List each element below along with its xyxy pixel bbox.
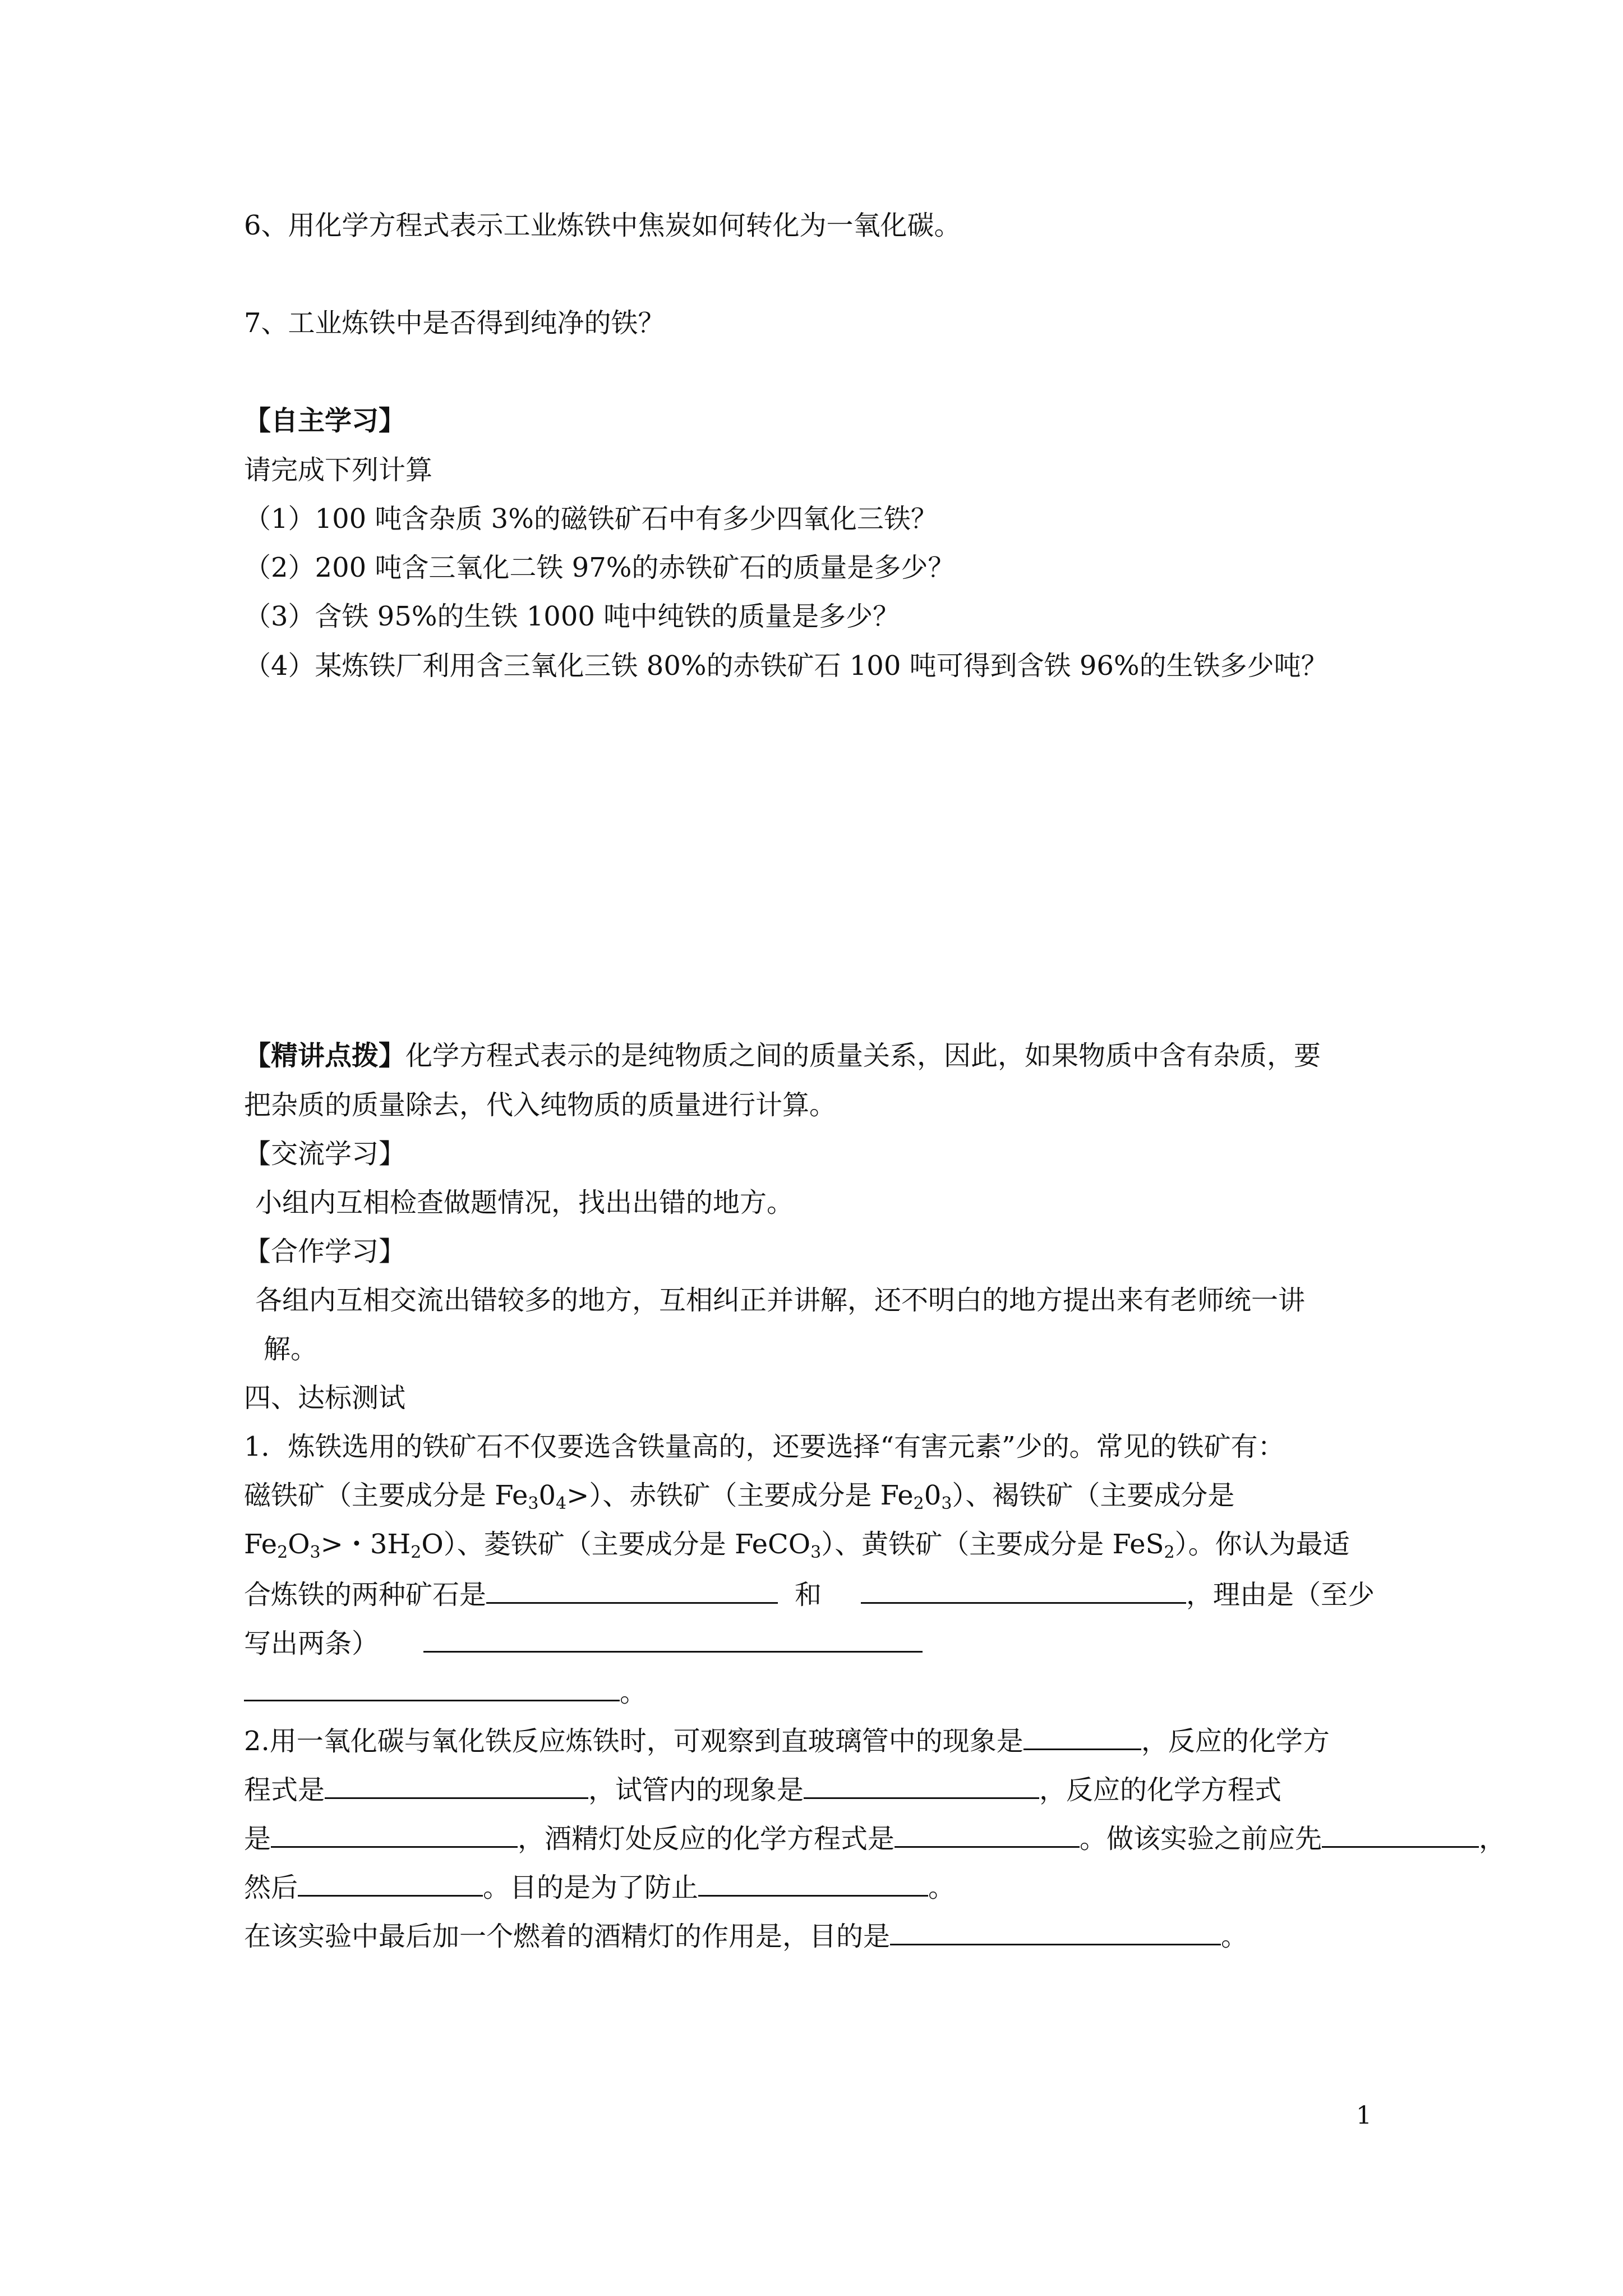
answer-blank-equation-1[interactable] xyxy=(325,1772,588,1799)
answer-blank-equation-2[interactable] xyxy=(271,1820,518,1848)
answer-blank-equation-3[interactable] xyxy=(895,1820,1080,1848)
question-7: 7、工业炼铁中是否得到纯净的铁？ xyxy=(244,307,665,339)
question-6: 6、用化学方程式表示工业炼铁中焦炭如何转化为一氧化碳。 xyxy=(244,210,961,241)
test-q1-line-4: 合炼铁的两种矿石是 和 ，理由是（至少 xyxy=(244,1576,1375,1612)
calc-item-2: （2）200 吨含三氧化二铁 97%的赤铁矿石的质量是多少？ xyxy=(244,552,955,583)
exchange-text: 小组内互相检查做题情况，找出出错的地方。 xyxy=(255,1187,794,1218)
calc-item-1: （1）100 吨含杂质 3%的磁铁矿石中有多少四氧化三铁？ xyxy=(244,503,938,535)
answer-blank-reason-2[interactable] xyxy=(244,1674,620,1701)
answer-blank-then-step[interactable] xyxy=(298,1869,483,1897)
test-q1-line-1: 1．炼铁选用的铁矿石不仅要选含铁量高的，还要选择“有害元素”少的。常见的铁矿有： xyxy=(244,1431,1285,1462)
cooperate-text-2: 解。 xyxy=(264,1333,318,1365)
page-number: 1 xyxy=(1356,2101,1372,2130)
self-study-intro: 请完成下列计算 xyxy=(244,454,433,486)
self-study-heading: 【自主学习】 xyxy=(244,405,406,436)
test-q1-line-5: 写出两条） xyxy=(244,1625,923,1660)
test-q2-line-3: 是 ，酒精灯处反应的化学方程式是 。做该实验之前应先 ， xyxy=(244,1820,1506,1856)
answer-blank-phenomenon-tube[interactable] xyxy=(1023,1723,1141,1750)
test-q2-line-1: 2.用一氧化碳与氧化铁反应炼铁时，可观察到直玻璃管中的现象是 ，反应的化学方 xyxy=(244,1723,1330,1758)
key-points-line-2: 把杂质的质量除去，代入纯物质的质量进行计算。 xyxy=(244,1089,837,1121)
answer-blank-phenomenon-testtube[interactable] xyxy=(804,1772,1039,1799)
answer-blank-ore-1[interactable] xyxy=(486,1576,778,1604)
calc-item-3: （3）含铁 95%的生铁 1000 吨中纯铁的质量是多少？ xyxy=(244,601,900,632)
test-q2-line-2: 程式是 ，试管内的现象是 ，反应的化学方程式 xyxy=(244,1772,1281,1807)
test-q1-line-2: 磁铁矿（主要成分是 $Fe_30_4>$）、赤铁矿（主要成分是 $Fe_20_3$）、褐铁矿（主要成分是 xyxy=(244,1480,1235,1513)
test-q1-line-6: 。 xyxy=(244,1674,647,1709)
key-points-label: 【精讲点拨】 xyxy=(244,1040,406,1071)
answer-blank-purpose[interactable] xyxy=(890,1918,1221,1945)
key-points-text: 化学方程式表示的是纯物质之间的质量关系，因此，如果物质中含有杂质，要 xyxy=(405,1040,1321,1071)
answer-blank-first-step[interactable] xyxy=(1322,1820,1479,1848)
test-q2-line-4: 然后 。目的是为了防止 。 xyxy=(244,1869,955,1904)
test-q2-line-5: 在该实验中最后加一个燃着的酒精灯的作用是，目的是 。 xyxy=(244,1918,1248,1953)
answer-blank-prevent[interactable] xyxy=(698,1869,928,1897)
test-q1-line-3: $Fe_2O_3>$・$3H_2O$）、菱铁矿（主要成分是 FeCO$_3$）、黄铁矿（主要成分是 FeS$_2$）。你认为最适 xyxy=(244,1529,1350,1562)
exchange-heading: 【交流学习】 xyxy=(244,1138,406,1170)
calc-item-4: （4）某炼铁厂利用含三氧化三铁 80%的赤铁矿石 100 吨可得到含铁 96%的生铁多少吨？ xyxy=(244,650,1328,682)
cooperate-text-1: 各组内互相交流出错较多的地方，互相纠正并讲解，还不明白的地方提出来有老师统一讲 xyxy=(255,1285,1306,1316)
answer-blank-ore-2[interactable] xyxy=(861,1576,1186,1604)
cooperate-heading: 【合作学习】 xyxy=(244,1236,406,1267)
test-heading: 四、达标测试 xyxy=(244,1382,406,1414)
key-points-line-1 xyxy=(244,1039,1321,1073)
answer-blank-reason-1[interactable] xyxy=(423,1625,923,1653)
